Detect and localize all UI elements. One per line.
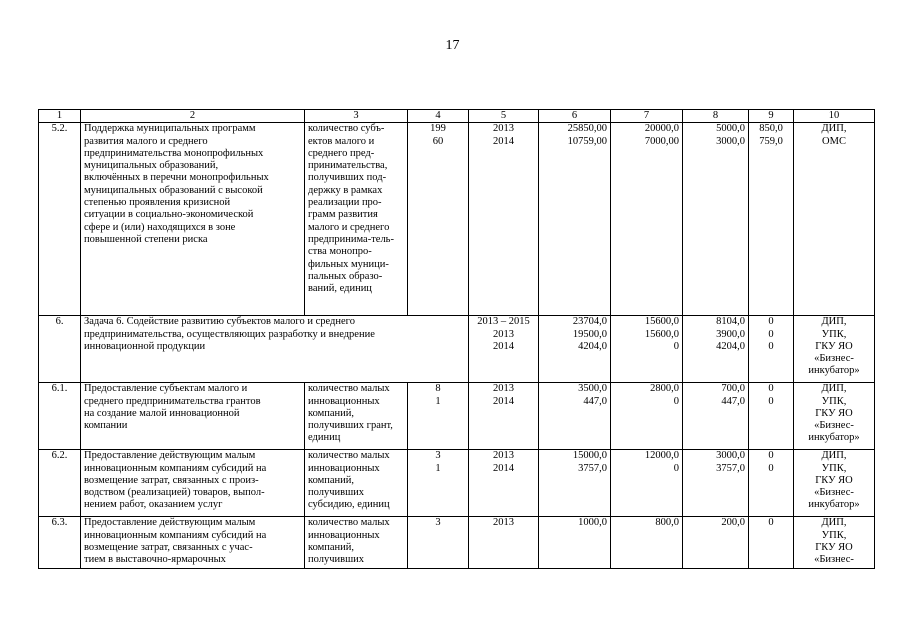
header-cell: 4 xyxy=(408,110,469,123)
row-number: 6.2. xyxy=(39,450,81,517)
cell-line: 1000,0 xyxy=(578,517,607,529)
cell-line: 200,0 xyxy=(721,517,745,529)
cell-line: держку в рамках xyxy=(308,184,383,196)
cell-line: предпринимательства, осуществляющих разработку и внедрение xyxy=(84,328,375,340)
row-number: 6. xyxy=(39,316,81,383)
cell-line: 2013 xyxy=(493,450,514,462)
indicator-name xyxy=(305,123,408,316)
program-table xyxy=(38,109,875,569)
header-row xyxy=(39,110,875,123)
cell-line: Предоставление действующим малым xyxy=(84,517,256,529)
cell-line: 15600,0 xyxy=(644,316,679,328)
cell-line: 5000,0 xyxy=(716,123,745,135)
total-funding xyxy=(539,316,611,383)
cell-line: ситуации в социально-экономической xyxy=(84,209,254,221)
federal-funding xyxy=(611,316,683,383)
cell-line: «Бизнес- xyxy=(814,353,854,365)
cell-line: 850,0 xyxy=(759,123,783,135)
federal-funding xyxy=(611,383,683,450)
cell-line: 0 xyxy=(768,383,774,395)
cell-line: инновационных xyxy=(308,462,380,474)
header-cell: 6 xyxy=(539,110,611,123)
cell-line: муниципальных образований с высокой xyxy=(84,184,263,196)
header-cell: 9 xyxy=(749,110,794,123)
cell-line: 2014 xyxy=(493,135,514,147)
cell-line: ДИП, xyxy=(821,517,847,529)
cell-line: возмещение затрат, связанных с учас- xyxy=(84,541,253,553)
cell-line: ГКУ ЯО xyxy=(815,474,853,486)
header-cell: 8 xyxy=(683,110,749,123)
executor xyxy=(794,517,875,569)
indicator-value xyxy=(408,517,469,569)
regional-funding xyxy=(683,123,749,316)
cell-line: возмещение затрат, связанных с произ- xyxy=(84,474,259,486)
cell-line: 23704,0 xyxy=(572,316,607,328)
cell-line: получивших xyxy=(308,554,365,566)
cell-line: 4204,0 xyxy=(716,340,745,352)
cell-line: «Бизнес- xyxy=(814,554,854,566)
cell-line: среднего предпринимательства грантов xyxy=(84,395,261,407)
executor xyxy=(794,383,875,450)
cell-line: 2013 – 2015 xyxy=(477,316,530,328)
cell-line: 447,0 xyxy=(583,395,607,407)
cell-line: 447,0 xyxy=(721,395,745,407)
cell-line: ДИП, xyxy=(821,123,847,135)
row-number: 5.2. xyxy=(39,123,81,316)
total-funding xyxy=(539,450,611,517)
cell-line: 2014 xyxy=(493,462,514,474)
cell-line: 4204,0 xyxy=(578,340,607,352)
measure-description xyxy=(81,383,305,450)
cell-line: принимательства, xyxy=(308,160,388,172)
cell-line: компании xyxy=(84,420,128,432)
cell-line: 8 xyxy=(435,383,441,395)
cell-line: 2014 xyxy=(493,340,514,352)
cell-line: ГКУ ЯО xyxy=(815,541,853,553)
cell-line: 1 xyxy=(435,462,441,474)
cell-line: получивших xyxy=(308,487,365,499)
executor xyxy=(794,123,875,316)
cell-line: грамм развития xyxy=(308,209,378,221)
header-cell: 2 xyxy=(81,110,305,123)
cell-line: «Бизнес- xyxy=(814,420,854,432)
measure-description xyxy=(81,450,305,517)
cell-line: 0 xyxy=(768,328,774,340)
table-row xyxy=(39,517,875,569)
cell-line: 15000,0 xyxy=(572,450,607,462)
cell-line: Поддержка муниципальных программ xyxy=(84,123,256,135)
cell-line: предпринима-тель- xyxy=(308,233,394,245)
cell-line: 0 xyxy=(673,340,679,352)
cell-line: 2014 xyxy=(493,395,514,407)
year xyxy=(469,123,539,316)
cell-line: 0 xyxy=(768,450,774,462)
cell-line: 19500,0 xyxy=(572,328,607,340)
cell-line: инновационным компаниям субсидий на xyxy=(84,462,267,474)
cell-line: фильных муници- xyxy=(308,258,389,270)
executor xyxy=(794,450,875,517)
cell-line: компаний, xyxy=(308,474,355,486)
cell-line: малого и среднего xyxy=(308,221,390,233)
cell-line: количество малых xyxy=(308,383,390,395)
regional-funding xyxy=(683,383,749,450)
cell-line: компаний, xyxy=(308,407,355,419)
cell-line: 3000,0 xyxy=(716,450,745,462)
cell-line: тием в выставочно-ярмарочных xyxy=(84,554,226,566)
cell-line: 3 xyxy=(435,517,441,529)
cell-line: нением работ, оказанием услуг xyxy=(84,499,223,511)
cell-line: количество субъ- xyxy=(308,123,385,135)
cell-line: 700,0 xyxy=(721,383,745,395)
cell-line: инновационных xyxy=(308,529,380,541)
cell-line: единиц xyxy=(308,432,341,444)
cell-line: УПК, xyxy=(821,395,847,407)
cell-line: 15600,0 xyxy=(644,328,679,340)
cell-line: 0 xyxy=(768,316,774,328)
cell-line: ектов малого и xyxy=(308,135,375,147)
cell-line: 12000,0 xyxy=(644,450,679,462)
cell-line: 800,0 xyxy=(655,517,679,529)
cell-line: 2013 xyxy=(493,123,514,135)
year xyxy=(469,316,539,383)
cell-line: 25850,00 xyxy=(567,123,607,135)
cell-line: ства монопро- xyxy=(308,246,372,258)
cell-line: 0 xyxy=(768,517,774,529)
cell-line: 3757,0 xyxy=(578,462,607,474)
total-funding xyxy=(539,517,611,569)
cell-line: УПК, xyxy=(821,328,847,340)
cell-line: муниципальных образований, xyxy=(84,160,219,172)
cell-line: инновационных xyxy=(308,395,380,407)
cell-line: 0 xyxy=(673,395,679,407)
cell-line: «Бизнес- xyxy=(814,487,854,499)
indicator-value xyxy=(408,450,469,517)
regional-funding xyxy=(683,450,749,517)
executor xyxy=(794,316,875,383)
federal-funding xyxy=(611,517,683,569)
year xyxy=(469,450,539,517)
cell-line: на создание малой инновационной xyxy=(84,407,240,419)
regional-funding xyxy=(683,517,749,569)
cell-line: 3900,0 xyxy=(716,328,745,340)
cell-line: Предоставление действующим малым xyxy=(84,450,256,462)
cell-line: степенью проявления кризисной xyxy=(84,197,231,209)
local-funding xyxy=(749,123,794,316)
cell-line: 1 xyxy=(435,395,441,407)
measure-description xyxy=(81,517,305,569)
cell-line: ДИП, xyxy=(821,316,847,328)
federal-funding xyxy=(611,123,683,316)
cell-line: 759,0 xyxy=(759,135,783,147)
table-row xyxy=(39,450,875,517)
cell-line: 2800,0 xyxy=(650,383,679,395)
cell-line: предпринимательства монопрофильных xyxy=(84,147,264,159)
cell-line: 3 xyxy=(435,450,441,462)
cell-line: среднего пред- xyxy=(308,147,375,159)
cell-line: Задача 6. Содействие развитию субъектов малого и среднего xyxy=(84,316,355,328)
cell-line: 0 xyxy=(768,395,774,407)
cell-line: количество малых xyxy=(308,450,390,462)
local-funding xyxy=(749,450,794,517)
cell-line: сфере и (или) находящихся в зоне xyxy=(84,221,236,233)
cell-line: водством (реализацией) товаров, выпол- xyxy=(84,487,265,499)
local-funding xyxy=(749,517,794,569)
indicator-value xyxy=(408,123,469,316)
cell-line: 2013 xyxy=(493,383,514,395)
header-cell: 1 xyxy=(39,110,81,123)
cell-line: ГКУ ЯО xyxy=(815,340,853,352)
cell-line: 2013 xyxy=(493,328,514,340)
measure-description xyxy=(81,123,305,316)
indicator-name xyxy=(305,383,408,450)
cell-line: инкубатор» xyxy=(808,499,860,511)
cell-line: реализации про- xyxy=(308,197,382,209)
cell-line: получивших под- xyxy=(308,172,387,184)
cell-line: пальных образо- xyxy=(308,270,383,282)
cell-line: количество малых xyxy=(308,517,390,529)
cell-line: 199 xyxy=(430,123,446,135)
cell-line: инновационной продукции xyxy=(84,340,206,352)
indicator-value xyxy=(408,383,469,450)
indicator-name xyxy=(305,450,408,517)
cell-line: 3000,0 xyxy=(716,135,745,147)
cell-line: 60 xyxy=(432,135,444,147)
cell-line: включённых в перечни монопрофильных xyxy=(84,172,269,184)
cell-line: компаний, xyxy=(308,541,355,553)
header-cell: 3 xyxy=(305,110,408,123)
cell-line: 7000,00 xyxy=(644,135,679,147)
page-number: 17 xyxy=(445,38,460,53)
cell-line: 0 xyxy=(673,462,679,474)
cell-line: УПК, xyxy=(821,462,847,474)
cell-line: ГКУ ЯО xyxy=(815,407,853,419)
task-description xyxy=(81,316,469,383)
row-number: 6.1. xyxy=(39,383,81,450)
cell-line: ДИП, xyxy=(821,450,847,462)
regional-funding xyxy=(683,316,749,383)
cell-line: инновационным компаниям субсидий на xyxy=(84,529,267,541)
table-row xyxy=(39,316,875,383)
cell-line: 10759,00 xyxy=(567,135,607,147)
indicator-name xyxy=(305,517,408,569)
cell-line: инкубатор» xyxy=(808,432,860,444)
local-funding xyxy=(749,316,794,383)
cell-line: развития малого и среднего xyxy=(84,135,208,147)
year xyxy=(469,383,539,450)
total-funding xyxy=(539,123,611,316)
cell-line: получивших грант, xyxy=(308,420,393,432)
table-row xyxy=(39,383,875,450)
cell-line: 8104,0 xyxy=(716,316,745,328)
cell-line: 3757,0 xyxy=(716,462,745,474)
cell-line: Предоставление субъектам малого и xyxy=(84,383,248,395)
cell-line: субсидию, единиц xyxy=(308,499,390,511)
local-funding xyxy=(749,383,794,450)
cell-line: ДИП, xyxy=(821,383,847,395)
cell-line: повышенной степени риска xyxy=(84,233,208,245)
header-cell: 7 xyxy=(611,110,683,123)
cell-line: 3500,0 xyxy=(578,383,607,395)
table-row xyxy=(39,123,875,316)
row-number: 6.3. xyxy=(39,517,81,569)
year xyxy=(469,517,539,569)
cell-line: 20000,0 xyxy=(644,123,679,135)
total-funding xyxy=(539,383,611,450)
cell-line: ОМС xyxy=(822,135,846,147)
header-cell: 5 xyxy=(469,110,539,123)
header-cell: 10 xyxy=(794,110,875,123)
federal-funding xyxy=(611,450,683,517)
cell-line: 0 xyxy=(768,462,774,474)
cell-line: 2013 xyxy=(493,517,514,529)
cell-line: инкубатор» xyxy=(808,365,860,377)
cell-line: УПК, xyxy=(821,529,847,541)
cell-line: ваний, единиц xyxy=(308,283,372,295)
cell-line: 0 xyxy=(768,340,774,352)
